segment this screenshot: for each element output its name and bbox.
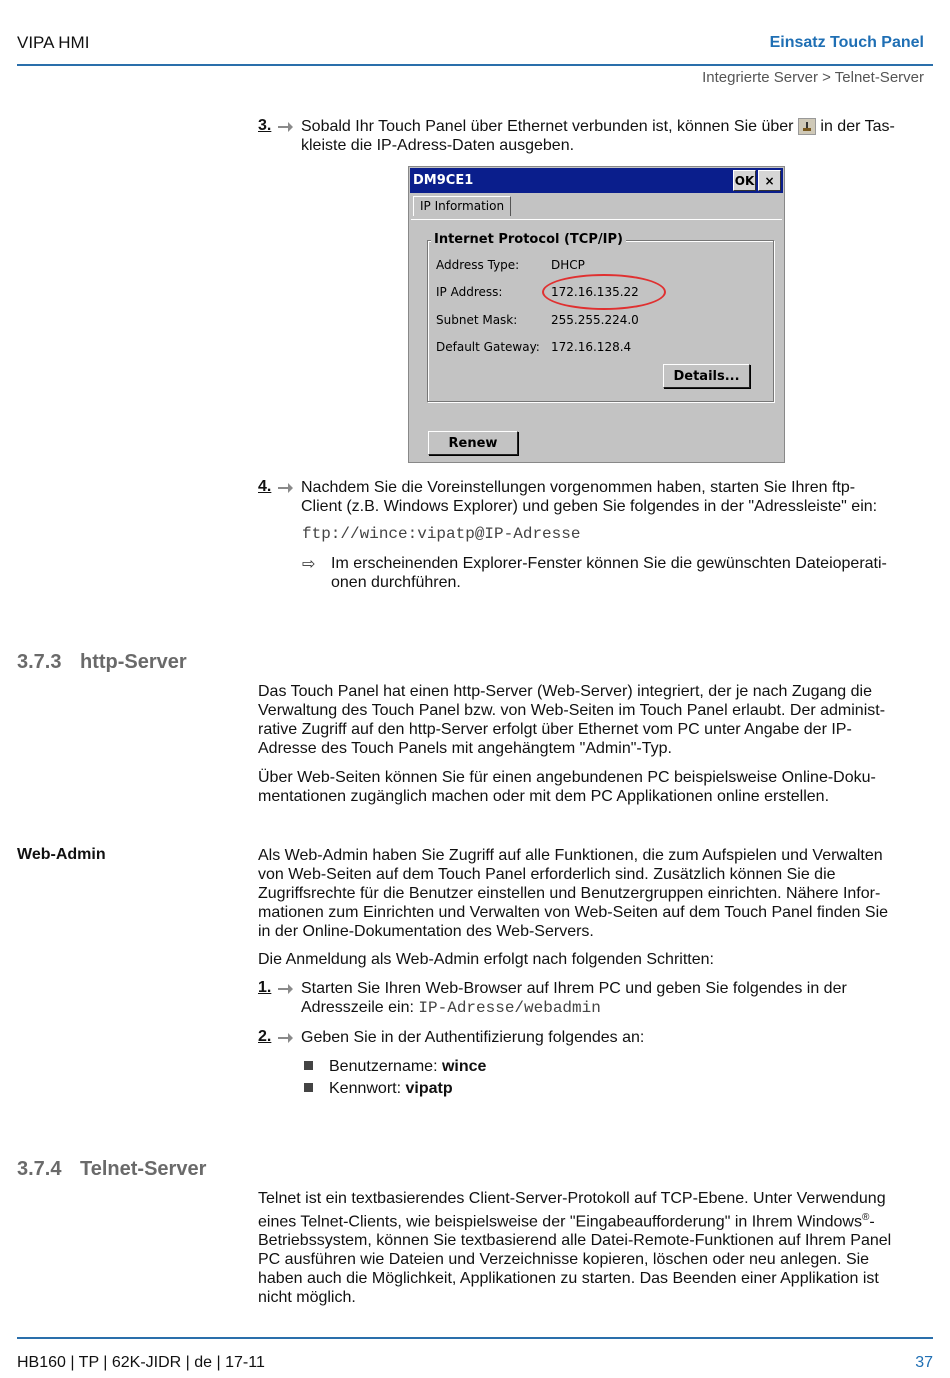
bullet-username: Benutzername: wince [304, 1057, 486, 1076]
result-text: Im erscheinenden Explorer-Fenster können Sie die gewünschten Dateioperati- onen durchführen. [331, 555, 887, 591]
arrow-icon [278, 121, 294, 133]
footer-doc-id: HB160 | TP | 62K-JIDR | de | 17-11 [17, 1354, 265, 1371]
arrow-icon [278, 983, 294, 995]
ip-address-value: 172.16.135.22 [551, 285, 639, 299]
group-title: Internet Protocol (TCP/IP) [431, 232, 626, 247]
header-product: VIPA HMI [17, 33, 90, 52]
step-number: 3. [258, 117, 301, 155]
webadmin-url: IP-Adresse/webadmin [418, 999, 601, 1017]
ok-button[interactable]: OK [733, 170, 756, 191]
bullet-password: Kennwort: vipatp [304, 1079, 453, 1098]
close-icon[interactable]: × [758, 170, 781, 191]
step-text: Geben Sie in der Authentifizierung folgendes an: [301, 1029, 645, 1046]
section-heading-http: 3.7.3 http-Server [17, 651, 187, 673]
step-text: Nachdem Sie die Voreinstellungen vorgenommen haben, starten Sie Ihren ftp- Client (z.B. Windows Explorer) und geben Sie folgendes in der "Adressleiste" ein: [301, 479, 878, 515]
section-heading-telnet: 3.7.4 Telnet-Server [17, 1158, 207, 1180]
square-bullet-icon [304, 1083, 313, 1092]
default-gateway-label: Default Gateway: [436, 340, 540, 354]
web-admin-step-1 [258, 979, 938, 1018]
taskbar-network-icon [798, 118, 816, 135]
step-4-result [302, 554, 938, 592]
web-admin-paragraph: Als Web-Admin haben Sie Zugriff auf alle Funktionen, die zum Aufspielen und Verwalten von Web-Seiten auf dem Touch Panel erforderlich sind. Zusätzlich können Sie die Zugriffsrechte für die Benutzer einstellen und Benutzergruppen einrichten. Nähere Infor- mationen zum Einrichten und Verwalten von Web-Seiten auf dem Touch Panel finden Sie in der Online-Dokumentation des Web-Servers. [258, 847, 889, 940]
dialog-titlebar [410, 168, 783, 193]
renew-button[interactable]: Renew [428, 431, 518, 455]
http-paragraph-1: Das Touch Panel hat einen http-Server (Web-Server) integriert, der je nach Zugang die Verwaltung des Touch Panel bzw. von Web-Seiten im Touch Panel erlaubt. Der administ- rative Zugriff auf den http-Server erfolgt über Ethernet vom PC unter Angabe der IP- Adresse des Touch Panels mit angehängtem "Admin"-Typ. [258, 683, 886, 757]
highlight-ellipse [542, 274, 666, 310]
step-number: 1. [258, 979, 301, 1018]
default-gateway-value: 172.16.128.4 [551, 340, 632, 354]
address-type-label: Address Type: [436, 258, 520, 272]
tab-divider [411, 219, 782, 220]
square-bullet-icon [304, 1061, 313, 1070]
subnet-mask-label: Subnet Mask: [436, 313, 518, 327]
telnet-paragraph: Telnet ist ein textbasierendes Client-Server-Protokoll auf TCP-Ebene. Unter Verwendung eines Telnet-Clients, wie beispielsweise der "Eingabeaufforderung" in Ihrem Windows®- Betriebssystem, können Sie textbasierend alle Datei-Remote-Funktionen auf Ihrem Panel PC ausführen wie Dateien und Verzeichnisse kopieren, löschen oder neu anlegen. Sie haben auch die Möglichkeit, Applikationen zu starten. Das Beenden einer Applikation ist nicht möglich. [258, 1190, 892, 1307]
header-chapter: Einsatz Touch Panel [769, 34, 924, 51]
step-4 [258, 478, 938, 516]
subnet-mask-value: 255.255.224.0 [551, 313, 639, 327]
arrow-icon [278, 1032, 294, 1044]
http-paragraph-2: Über Web-Seiten können Sie für einen angebundenen PC beispielsweise Online-Doku- mentationen zugänglich machen oder mit dem PC Applikationen online erstellen. [258, 769, 876, 805]
ip-address-label: IP Address: [436, 285, 503, 299]
step-text: Sobald Ihr Touch Panel über Ethernet verbunden ist, können Sie über in der Tas- kleiste die IP-Adress-Daten ausgeben. [301, 118, 895, 154]
web-admin-step-2 [258, 1028, 938, 1047]
footer-rule [17, 1337, 933, 1339]
web-admin-intro: Die Anmeldung als Web-Admin erfolgt nach folgenden Schritten: [258, 951, 714, 968]
step-number: 4. [258, 478, 301, 516]
result-arrow-icon: ⇨ [302, 556, 316, 573]
tab-ip-information[interactable]: IP Information [413, 196, 511, 216]
page-number: 37 [915, 1354, 933, 1371]
web-admin-label: Web-Admin [17, 846, 106, 863]
step-3 [258, 117, 938, 155]
arrow-icon [278, 482, 294, 494]
ftp-command: ftp://wince:vipatp@IP-Adresse [302, 525, 581, 543]
address-type-value: DHCP [551, 258, 585, 272]
step-text: Starten Sie Ihren Web-Browser auf Ihrem PC und geben Sie folgendes in der Adresszeile ein: IP-Adresse/webadmin [301, 980, 847, 1017]
details-button[interactable]: Details... [663, 364, 750, 388]
breadcrumb: Integrierte Server > Telnet-Server [702, 69, 924, 86]
step-number: 2. [258, 1028, 301, 1047]
header-rule [17, 64, 933, 66]
dialog-title: DM9CE1 [413, 173, 474, 188]
ip-info-dialog [408, 166, 785, 463]
